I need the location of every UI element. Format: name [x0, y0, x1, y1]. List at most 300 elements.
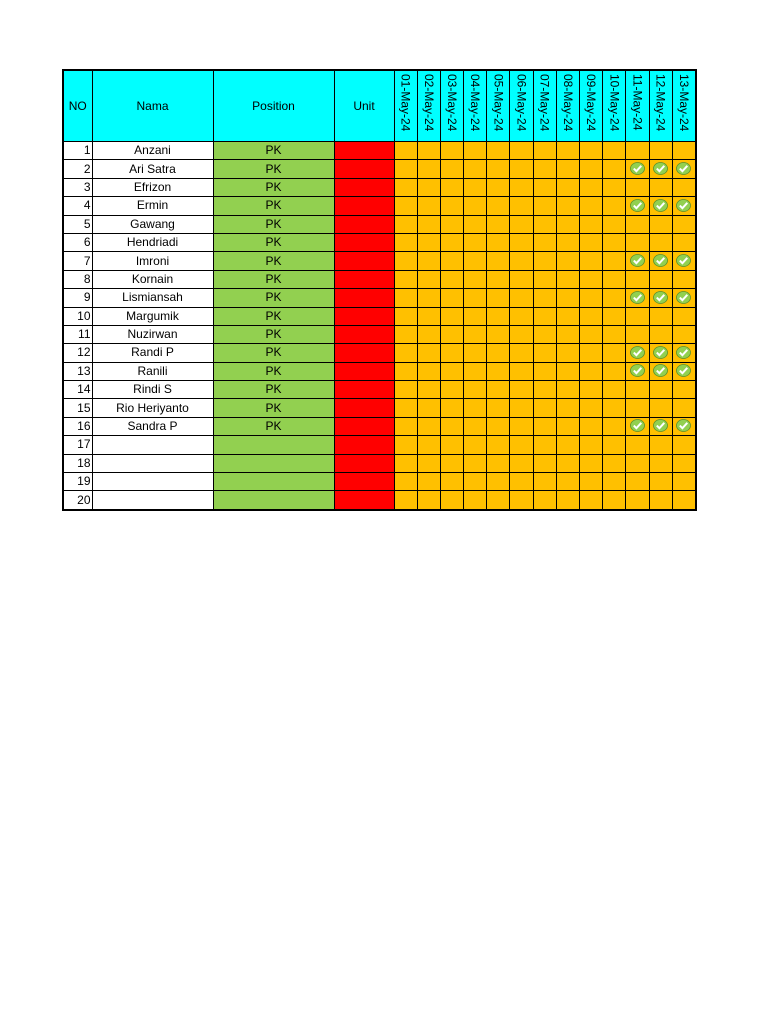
cell-day[interactable]	[417, 436, 440, 454]
cell-day[interactable]	[580, 233, 603, 251]
cell-day[interactable]	[672, 270, 696, 288]
cell-day[interactable]	[672, 178, 696, 196]
cell-day[interactable]	[487, 215, 510, 233]
cell-day[interactable]	[533, 197, 556, 215]
cell-nama[interactable]	[92, 436, 213, 454]
cell-nama[interactable]: Efrizon	[92, 178, 213, 196]
cell-day[interactable]	[464, 252, 487, 270]
cell-day[interactable]	[649, 454, 672, 472]
cell-day[interactable]	[649, 436, 672, 454]
cell-day[interactable]	[626, 142, 649, 160]
cell-day[interactable]	[556, 436, 579, 454]
cell-day[interactable]	[394, 289, 417, 307]
cell-nama[interactable]: Anzani	[92, 142, 213, 160]
cell-day[interactable]	[580, 215, 603, 233]
cell-nama[interactable]: Sandra P	[92, 417, 213, 435]
cell-no[interactable]: 6	[63, 233, 92, 251]
cell-day[interactable]	[533, 252, 556, 270]
cell-day[interactable]	[464, 270, 487, 288]
cell-day[interactable]	[487, 436, 510, 454]
cell-day[interactable]	[626, 178, 649, 196]
cell-day[interactable]	[603, 160, 626, 178]
cell-no[interactable]: 7	[63, 252, 92, 270]
cell-no[interactable]: 1	[63, 142, 92, 160]
header-unit[interactable]: Unit	[334, 70, 394, 142]
cell-nama[interactable]: Lismiansah	[92, 289, 213, 307]
cell-day[interactable]	[394, 399, 417, 417]
header-date[interactable]	[487, 70, 510, 142]
cell-day[interactable]	[487, 307, 510, 325]
cell-day[interactable]	[533, 473, 556, 491]
cell-day[interactable]	[394, 344, 417, 362]
cell-nama[interactable]: Nuzirwan	[92, 325, 213, 343]
cell-position[interactable]: PK	[213, 399, 334, 417]
header-date[interactable]	[672, 70, 696, 142]
header-date[interactable]	[510, 70, 533, 142]
cell-unit[interactable]	[334, 178, 394, 196]
cell-day[interactable]	[464, 381, 487, 399]
cell-position[interactable]: PK	[213, 307, 334, 325]
header-date[interactable]	[556, 70, 579, 142]
cell-day[interactable]	[394, 160, 417, 178]
cell-day[interactable]	[649, 362, 672, 380]
cell-day[interactable]	[626, 381, 649, 399]
cell-day[interactable]	[510, 473, 533, 491]
cell-day[interactable]	[487, 252, 510, 270]
cell-day[interactable]	[533, 142, 556, 160]
cell-day[interactable]	[603, 362, 626, 380]
cell-nama[interactable]: Imroni	[92, 252, 213, 270]
cell-day[interactable]	[626, 270, 649, 288]
cell-unit[interactable]	[334, 289, 394, 307]
cell-day[interactable]	[649, 325, 672, 343]
cell-day[interactable]	[672, 491, 696, 510]
cell-day[interactable]	[510, 344, 533, 362]
cell-day[interactable]	[533, 344, 556, 362]
cell-day[interactable]	[533, 270, 556, 288]
cell-day[interactable]	[533, 381, 556, 399]
cell-day[interactable]	[394, 362, 417, 380]
cell-no[interactable]: 16	[63, 417, 92, 435]
cell-day[interactable]	[556, 473, 579, 491]
cell-day[interactable]	[440, 289, 463, 307]
cell-day[interactable]	[510, 252, 533, 270]
cell-day[interactable]	[487, 142, 510, 160]
cell-day[interactable]	[487, 344, 510, 362]
cell-day[interactable]	[556, 252, 579, 270]
cell-position[interactable]: PK	[213, 325, 334, 343]
cell-day[interactable]	[440, 491, 463, 510]
cell-day[interactable]	[440, 473, 463, 491]
cell-day[interactable]	[580, 344, 603, 362]
cell-day[interactable]	[649, 270, 672, 288]
cell-day[interactable]	[533, 436, 556, 454]
cell-day[interactable]	[510, 436, 533, 454]
cell-position[interactable]: PK	[213, 289, 334, 307]
cell-unit[interactable]	[334, 197, 394, 215]
cell-nama[interactable]: Gawang	[92, 215, 213, 233]
cell-day[interactable]	[440, 399, 463, 417]
header-date[interactable]	[626, 70, 649, 142]
cell-position[interactable]: PK	[213, 252, 334, 270]
cell-day[interactable]	[626, 160, 649, 178]
cell-day[interactable]	[603, 325, 626, 343]
cell-day[interactable]	[626, 417, 649, 435]
cell-day[interactable]	[626, 454, 649, 472]
cell-day[interactable]	[626, 233, 649, 251]
cell-day[interactable]	[556, 362, 579, 380]
cell-day[interactable]	[649, 417, 672, 435]
cell-day[interactable]	[580, 436, 603, 454]
cell-nama[interactable]: Ari Satra	[92, 160, 213, 178]
cell-day[interactable]	[487, 233, 510, 251]
cell-day[interactable]	[556, 381, 579, 399]
cell-day[interactable]	[510, 417, 533, 435]
cell-day[interactable]	[533, 215, 556, 233]
header-date[interactable]	[417, 70, 440, 142]
cell-day[interactable]	[440, 178, 463, 196]
cell-day[interactable]	[580, 289, 603, 307]
cell-day[interactable]	[533, 160, 556, 178]
cell-day[interactable]	[417, 270, 440, 288]
cell-day[interactable]	[464, 344, 487, 362]
cell-day[interactable]	[417, 381, 440, 399]
cell-day[interactable]	[603, 381, 626, 399]
cell-day[interactable]	[580, 178, 603, 196]
cell-day[interactable]	[556, 454, 579, 472]
cell-nama[interactable]: Rindi S	[92, 381, 213, 399]
cell-position[interactable]	[213, 491, 334, 510]
cell-day[interactable]	[510, 233, 533, 251]
cell-day[interactable]	[672, 399, 696, 417]
cell-day[interactable]	[603, 197, 626, 215]
cell-day[interactable]	[626, 307, 649, 325]
cell-position[interactable]: PK	[213, 381, 334, 399]
cell-unit[interactable]	[334, 362, 394, 380]
cell-day[interactable]	[580, 270, 603, 288]
cell-day[interactable]	[510, 381, 533, 399]
cell-day[interactable]	[533, 417, 556, 435]
cell-day[interactable]	[649, 473, 672, 491]
cell-no[interactable]: 10	[63, 307, 92, 325]
cell-unit[interactable]	[334, 436, 394, 454]
cell-day[interactable]	[626, 436, 649, 454]
cell-day[interactable]	[649, 307, 672, 325]
cell-day[interactable]	[603, 344, 626, 362]
cell-position[interactable]: PK	[213, 197, 334, 215]
cell-unit[interactable]	[334, 307, 394, 325]
cell-day[interactable]	[533, 399, 556, 417]
cell-no[interactable]: 5	[63, 215, 92, 233]
cell-day[interactable]	[487, 289, 510, 307]
cell-day[interactable]	[510, 289, 533, 307]
cell-day[interactable]	[580, 142, 603, 160]
cell-day[interactable]	[649, 197, 672, 215]
cell-position[interactable]	[213, 436, 334, 454]
cell-day[interactable]	[672, 344, 696, 362]
cell-day[interactable]	[487, 197, 510, 215]
cell-day[interactable]	[464, 454, 487, 472]
header-nama[interactable]: Nama	[92, 70, 213, 142]
cell-day[interactable]	[440, 252, 463, 270]
cell-nama[interactable]	[92, 491, 213, 510]
cell-day[interactable]	[394, 381, 417, 399]
cell-day[interactable]	[464, 233, 487, 251]
cell-day[interactable]	[649, 160, 672, 178]
cell-day[interactable]	[394, 215, 417, 233]
cell-no[interactable]: 4	[63, 197, 92, 215]
cell-day[interactable]	[672, 417, 696, 435]
cell-nama[interactable]: Ranili	[92, 362, 213, 380]
cell-no[interactable]: 2	[63, 160, 92, 178]
cell-day[interactable]	[649, 142, 672, 160]
cell-unit[interactable]	[334, 381, 394, 399]
header-date[interactable]	[603, 70, 626, 142]
cell-unit[interactable]	[334, 325, 394, 343]
cell-day[interactable]	[556, 491, 579, 510]
cell-day[interactable]	[464, 399, 487, 417]
cell-day[interactable]	[649, 381, 672, 399]
cell-day[interactable]	[510, 307, 533, 325]
cell-day[interactable]	[626, 473, 649, 491]
cell-day[interactable]	[417, 473, 440, 491]
cell-day[interactable]	[672, 436, 696, 454]
cell-day[interactable]	[440, 454, 463, 472]
cell-day[interactable]	[440, 362, 463, 380]
cell-position[interactable]: PK	[213, 215, 334, 233]
cell-unit[interactable]	[334, 344, 394, 362]
cell-day[interactable]	[556, 233, 579, 251]
cell-unit[interactable]	[334, 491, 394, 510]
cell-day[interactable]	[464, 160, 487, 178]
cell-day[interactable]	[580, 160, 603, 178]
cell-no[interactable]: 12	[63, 344, 92, 362]
cell-day[interactable]	[649, 289, 672, 307]
header-position[interactable]: Position	[213, 70, 334, 142]
cell-day[interactable]	[464, 307, 487, 325]
cell-day[interactable]	[394, 473, 417, 491]
cell-day[interactable]	[464, 197, 487, 215]
cell-position[interactable]	[213, 473, 334, 491]
cell-day[interactable]	[464, 325, 487, 343]
cell-position[interactable]: PK	[213, 233, 334, 251]
cell-nama[interactable]: Ermin	[92, 197, 213, 215]
cell-day[interactable]	[672, 381, 696, 399]
cell-position[interactable]: PK	[213, 344, 334, 362]
cell-day[interactable]	[603, 399, 626, 417]
cell-no[interactable]: 13	[63, 362, 92, 380]
cell-day[interactable]	[487, 381, 510, 399]
cell-day[interactable]	[626, 215, 649, 233]
cell-day[interactable]	[533, 307, 556, 325]
cell-day[interactable]	[603, 307, 626, 325]
cell-day[interactable]	[417, 289, 440, 307]
cell-position[interactable]: PK	[213, 178, 334, 196]
cell-no[interactable]: 20	[63, 491, 92, 510]
cell-day[interactable]	[510, 454, 533, 472]
cell-day[interactable]	[440, 270, 463, 288]
cell-day[interactable]	[440, 142, 463, 160]
cell-position[interactable]: PK	[213, 362, 334, 380]
cell-day[interactable]	[487, 178, 510, 196]
cell-day[interactable]	[626, 344, 649, 362]
cell-day[interactable]	[533, 454, 556, 472]
cell-unit[interactable]	[334, 473, 394, 491]
cell-unit[interactable]	[334, 142, 394, 160]
cell-day[interactable]	[556, 215, 579, 233]
cell-day[interactable]	[417, 417, 440, 435]
cell-day[interactable]	[580, 399, 603, 417]
cell-day[interactable]	[487, 160, 510, 178]
cell-no[interactable]: 3	[63, 178, 92, 196]
cell-unit[interactable]	[334, 215, 394, 233]
cell-day[interactable]	[556, 178, 579, 196]
cell-day[interactable]	[533, 362, 556, 380]
cell-unit[interactable]	[334, 454, 394, 472]
cell-day[interactable]	[603, 417, 626, 435]
cell-day[interactable]	[464, 417, 487, 435]
cell-day[interactable]	[672, 454, 696, 472]
cell-day[interactable]	[510, 215, 533, 233]
cell-day[interactable]	[487, 417, 510, 435]
cell-position[interactable]: PK	[213, 270, 334, 288]
cell-day[interactable]	[510, 270, 533, 288]
cell-position[interactable]: PK	[213, 142, 334, 160]
cell-day[interactable]	[626, 197, 649, 215]
cell-day[interactable]	[464, 362, 487, 380]
cell-day[interactable]	[672, 160, 696, 178]
cell-day[interactable]	[556, 399, 579, 417]
header-date[interactable]	[649, 70, 672, 142]
cell-day[interactable]	[556, 160, 579, 178]
cell-day[interactable]	[464, 142, 487, 160]
cell-day[interactable]	[417, 233, 440, 251]
cell-day[interactable]	[626, 325, 649, 343]
cell-no[interactable]: 9	[63, 289, 92, 307]
cell-day[interactable]	[394, 417, 417, 435]
cell-day[interactable]	[580, 454, 603, 472]
cell-day[interactable]	[533, 325, 556, 343]
cell-no[interactable]: 19	[63, 473, 92, 491]
cell-day[interactable]	[394, 197, 417, 215]
cell-day[interactable]	[510, 178, 533, 196]
cell-day[interactable]	[580, 252, 603, 270]
cell-day[interactable]	[533, 233, 556, 251]
cell-day[interactable]	[580, 381, 603, 399]
cell-day[interactable]	[440, 381, 463, 399]
cell-no[interactable]: 18	[63, 454, 92, 472]
cell-day[interactable]	[394, 178, 417, 196]
cell-day[interactable]	[440, 307, 463, 325]
cell-day[interactable]	[440, 417, 463, 435]
cell-day[interactable]	[603, 491, 626, 510]
cell-nama[interactable]: Rio Heriyanto	[92, 399, 213, 417]
cell-day[interactable]	[417, 215, 440, 233]
cell-position[interactable]: PK	[213, 417, 334, 435]
cell-day[interactable]	[510, 325, 533, 343]
cell-day[interactable]	[487, 399, 510, 417]
cell-day[interactable]	[394, 436, 417, 454]
cell-position[interactable]	[213, 454, 334, 472]
cell-day[interactable]	[603, 233, 626, 251]
cell-unit[interactable]	[334, 399, 394, 417]
cell-day[interactable]	[603, 142, 626, 160]
cell-day[interactable]	[510, 399, 533, 417]
cell-day[interactable]	[626, 289, 649, 307]
cell-nama[interactable]: Randi P	[92, 344, 213, 362]
cell-day[interactable]	[440, 344, 463, 362]
cell-day[interactable]	[417, 491, 440, 510]
cell-day[interactable]	[603, 289, 626, 307]
header-date[interactable]	[464, 70, 487, 142]
cell-day[interactable]	[603, 454, 626, 472]
cell-day[interactable]	[394, 252, 417, 270]
cell-day[interactable]	[417, 142, 440, 160]
cell-no[interactable]: 17	[63, 436, 92, 454]
cell-day[interactable]	[672, 307, 696, 325]
cell-day[interactable]	[672, 289, 696, 307]
cell-unit[interactable]	[334, 233, 394, 251]
cell-nama[interactable]: Hendriadi	[92, 233, 213, 251]
cell-day[interactable]	[580, 307, 603, 325]
cell-day[interactable]	[580, 473, 603, 491]
cell-day[interactable]	[394, 307, 417, 325]
cell-day[interactable]	[580, 417, 603, 435]
cell-day[interactable]	[417, 454, 440, 472]
cell-day[interactable]	[556, 289, 579, 307]
cell-day[interactable]	[394, 454, 417, 472]
cell-no[interactable]: 14	[63, 381, 92, 399]
cell-day[interactable]	[464, 289, 487, 307]
cell-day[interactable]	[394, 142, 417, 160]
header-date[interactable]	[394, 70, 417, 142]
cell-day[interactable]	[417, 160, 440, 178]
cell-day[interactable]	[649, 399, 672, 417]
cell-day[interactable]	[464, 473, 487, 491]
cell-day[interactable]	[580, 325, 603, 343]
cell-day[interactable]	[556, 417, 579, 435]
cell-day[interactable]	[533, 491, 556, 510]
cell-day[interactable]	[417, 307, 440, 325]
cell-day[interactable]	[533, 289, 556, 307]
cell-day[interactable]	[487, 325, 510, 343]
cell-day[interactable]	[672, 252, 696, 270]
cell-unit[interactable]	[334, 270, 394, 288]
cell-no[interactable]: 15	[63, 399, 92, 417]
cell-day[interactable]	[487, 270, 510, 288]
cell-day[interactable]	[510, 160, 533, 178]
cell-day[interactable]	[440, 325, 463, 343]
cell-day[interactable]	[556, 142, 579, 160]
cell-day[interactable]	[510, 491, 533, 510]
cell-day[interactable]	[672, 233, 696, 251]
cell-day[interactable]	[440, 233, 463, 251]
cell-day[interactable]	[533, 178, 556, 196]
header-no[interactable]: NO	[63, 70, 92, 142]
cell-day[interactable]	[556, 270, 579, 288]
cell-no[interactable]: 11	[63, 325, 92, 343]
cell-day[interactable]	[464, 178, 487, 196]
cell-nama[interactable]	[92, 473, 213, 491]
cell-day[interactable]	[417, 197, 440, 215]
cell-day[interactable]	[626, 399, 649, 417]
cell-day[interactable]	[649, 215, 672, 233]
cell-day[interactable]	[487, 362, 510, 380]
cell-day[interactable]	[556, 325, 579, 343]
cell-nama[interactable]: Kornain	[92, 270, 213, 288]
cell-day[interactable]	[417, 252, 440, 270]
cell-unit[interactable]	[334, 417, 394, 435]
